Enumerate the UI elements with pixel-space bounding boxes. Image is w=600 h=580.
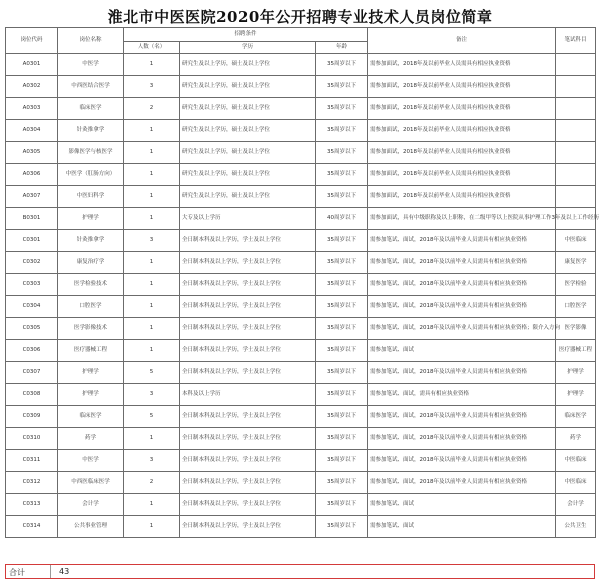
cell-name: 医疗器械工程 [58, 340, 124, 362]
cell-education: 全日制本科及以上学历，学士及以上学位 [180, 450, 316, 472]
cell-code: C0308 [6, 384, 58, 406]
header-education: 学历 [180, 42, 316, 54]
cell-education: 全日制本科及以上学历，学士及以上学位 [180, 406, 316, 428]
cell-subject: 医疗器械工程 [556, 340, 596, 362]
cell-name: 中医学（肛肠方向） [58, 164, 124, 186]
cell-count: 5 [124, 362, 180, 384]
cell-age: 35周岁以下 [316, 450, 368, 472]
cell-code: A0305 [6, 142, 58, 164]
cell-education: 大专及以上学历 [180, 208, 316, 230]
cell-count: 1 [124, 516, 180, 538]
cell-remark: 需参加面试，具有中级职称及以上职称，在二级甲等以上医院从事护理工作3年及以上工作经历 [368, 208, 556, 230]
cell-age: 35周岁以下 [316, 340, 368, 362]
cell-name: 护理学 [58, 384, 124, 406]
cell-subject [556, 76, 596, 98]
cell-subject: 临床医学 [556, 406, 596, 428]
cell-name: 中医学 [58, 54, 124, 76]
cell-name: 中医学 [58, 450, 124, 472]
recruitment-table [5, 27, 600, 538]
cell-age: 35周岁以下 [316, 186, 368, 208]
cell-remark: 需参加笔试、面试，2018年及以前毕业人员需具有相应执业资格 [368, 472, 556, 494]
cell-name: 康复治疗学 [58, 252, 124, 274]
table-row [6, 186, 596, 208]
cell-name: 中西医结合医学 [58, 76, 124, 98]
cell-age: 35周岁以下 [316, 98, 368, 120]
cell-code: C0311 [6, 450, 58, 472]
cell-remark: 需参加笔试、面试，2018年及以前毕业人员需具有相应执业资格 [368, 428, 556, 450]
table-row [6, 472, 596, 494]
cell-subject: 会计学 [556, 494, 596, 516]
cell-age: 35周岁以下 [316, 494, 368, 516]
cell-education: 研究生及以上学历，硕士及以上学位 [180, 186, 316, 208]
total-label: 合计 [9, 568, 25, 577]
header-conditions: 招聘条件 [124, 28, 368, 42]
cell-subject: 康复医学 [556, 252, 596, 274]
cell-age: 35周岁以下 [316, 516, 368, 538]
cell-count: 1 [124, 142, 180, 164]
cell-education: 研究生及以上学历，硕士及以上学位 [180, 76, 316, 98]
cell-education: 研究生及以上学历，硕士及以上学位 [180, 164, 316, 186]
cell-education: 全日制本科及以上学历，学士及以上学位 [180, 274, 316, 296]
cell-age: 35周岁以下 [316, 362, 368, 384]
cell-education: 全日制本科及以上学历，学士及以上学位 [180, 318, 316, 340]
cell-count: 1 [124, 164, 180, 186]
table-row [6, 296, 596, 318]
cell-code: A0301 [6, 54, 58, 76]
cell-name: 针灸推拿学 [58, 230, 124, 252]
cell-code: C0302 [6, 252, 58, 274]
cell-count: 3 [124, 76, 180, 98]
cell-age: 35周岁以下 [316, 252, 368, 274]
cell-remark: 需参加面试，2018年及以前毕业人员需具有相应执业资格 [368, 120, 556, 142]
cell-education: 全日制本科及以上学历，学士及以上学位 [180, 516, 316, 538]
cell-count: 1 [124, 296, 180, 318]
table-row [6, 208, 596, 230]
table-row [6, 142, 596, 164]
cell-subject: 医学影像 [556, 318, 596, 340]
cell-name: 针灸推拿学 [58, 120, 124, 142]
header-code: 岗位代码 [6, 28, 58, 54]
total-value: 43 [59, 567, 70, 576]
cell-education: 全日制本科及以上学历，学士及以上学位 [180, 472, 316, 494]
table-row [6, 252, 596, 274]
cell-code: A0306 [6, 164, 58, 186]
cell-count: 2 [124, 472, 180, 494]
cell-subject: 中医临床 [556, 472, 596, 494]
cell-subject: 药学 [556, 428, 596, 450]
cell-code: A0303 [6, 98, 58, 120]
cell-education: 研究生及以上学历，硕士及以上学位 [180, 120, 316, 142]
cell-code: A0302 [6, 76, 58, 98]
cell-count: 1 [124, 54, 180, 76]
cell-name: 医学检验技术 [58, 274, 124, 296]
cell-code: C0303 [6, 274, 58, 296]
table-row [6, 340, 596, 362]
cell-code: C0313 [6, 494, 58, 516]
cell-remark: 需参加面试，2018年及以前毕业人员需具有相应执业资格 [368, 186, 556, 208]
cell-education: 本科及以上学历 [180, 384, 316, 406]
cell-name: 药学 [58, 428, 124, 450]
cell-count: 1 [124, 428, 180, 450]
cell-count: 1 [124, 120, 180, 142]
cell-age: 40周岁以下 [316, 208, 368, 230]
cell-education: 全日制本科及以上学历，学士及以上学位 [180, 340, 316, 362]
cell-subject: 公共卫生 [556, 516, 596, 538]
table-row [6, 120, 596, 142]
cell-age: 35周岁以下 [316, 384, 368, 406]
cell-name: 临床医学 [58, 406, 124, 428]
cell-age: 35周岁以下 [316, 428, 368, 450]
cell-subject: 护理学 [556, 384, 596, 406]
cell-count: 1 [124, 318, 180, 340]
cell-remark: 需参加面试，2018年及以前毕业人员需具有相应执业资格 [368, 54, 556, 76]
table-row [6, 516, 596, 538]
cell-remark: 需参加面试，2018年及以前毕业人员需具有相应执业资格 [368, 142, 556, 164]
cell-age: 35周岁以下 [316, 142, 368, 164]
cell-remark: 需参加笔试、面试 [368, 494, 556, 516]
cell-education: 研究生及以上学历，硕士及以上学位 [180, 54, 316, 76]
cell-remark: 需参加笔试、面试，2018年及以前毕业人员需具有相应执业资格 [368, 296, 556, 318]
cell-age: 35周岁以下 [316, 120, 368, 142]
cell-count: 1 [124, 186, 180, 208]
cell-name: 临床医学 [58, 98, 124, 120]
header-age: 年龄 [316, 42, 368, 54]
cell-name: 护理学 [58, 208, 124, 230]
cell-age: 35周岁以下 [316, 164, 368, 186]
cell-code: A0307 [6, 186, 58, 208]
cell-remark: 需参加面试，2018年及以前毕业人员需具有相应执业资格 [368, 76, 556, 98]
cell-remark: 需参加笔试、面试，2018年及以前毕业人员需具有相应执业资格 [368, 230, 556, 252]
cell-subject [556, 142, 596, 164]
cell-education: 全日制本科及以上学历，学士及以上学位 [180, 296, 316, 318]
cell-name: 会计学 [58, 494, 124, 516]
table-row [6, 362, 596, 384]
cell-subject: 中医临床 [556, 230, 596, 252]
cell-code: C0312 [6, 472, 58, 494]
total-row [5, 564, 595, 579]
cell-count: 1 [124, 208, 180, 230]
header-name: 岗位名称 [58, 28, 124, 54]
cell-age: 35周岁以下 [316, 76, 368, 98]
cell-age: 35周岁以下 [316, 318, 368, 340]
cell-education: 全日制本科及以上学历，学士及以上学位 [180, 428, 316, 450]
cell-remark: 需参加面试，2018年及以前毕业人员需具有相应执业资格 [368, 98, 556, 120]
table-row [6, 54, 596, 76]
cell-remark: 需参加面试，2018年及以前毕业人员需具有相应执业资格 [368, 164, 556, 186]
table-row [6, 384, 596, 406]
cell-remark: 需参加笔试、面试，2018年及以前毕业人员需具有相应执业资格 [368, 362, 556, 384]
header-remark: 备注 [368, 28, 556, 54]
cell-remark: 需参加笔试、面试，2018年及以前毕业人员需具有相应执业资格 [368, 450, 556, 472]
cell-education: 研究生及以上学历，硕士及以上学位 [180, 98, 316, 120]
cell-name: 中西医临床医学 [58, 472, 124, 494]
cell-education: 全日制本科及以上学历，学士及以上学位 [180, 252, 316, 274]
table-row [6, 98, 596, 120]
cell-code: C0301 [6, 230, 58, 252]
cell-remark: 需参加笔试、面试 [368, 340, 556, 362]
cell-count: 1 [124, 494, 180, 516]
table-row [6, 450, 596, 472]
table-row [6, 76, 596, 98]
cell-code: C0304 [6, 296, 58, 318]
cell-subject [556, 98, 596, 120]
header-count: 人数（名） [124, 42, 180, 54]
cell-remark: 需参加笔试、面试 [368, 516, 556, 538]
cell-subject [556, 164, 596, 186]
cell-code: B0301 [6, 208, 58, 230]
cell-age: 35周岁以下 [316, 296, 368, 318]
cell-education: 全日制本科及以上学历，学士及以上学位 [180, 362, 316, 384]
cell-code: A0304 [6, 120, 58, 142]
cell-count: 3 [124, 450, 180, 472]
cell-count: 5 [124, 406, 180, 428]
table-row [6, 318, 596, 340]
cell-count: 2 [124, 98, 180, 120]
cell-subject [556, 120, 596, 142]
cell-age: 35周岁以下 [316, 230, 368, 252]
cell-subject [556, 54, 596, 76]
cell-name: 护理学 [58, 362, 124, 384]
cell-count: 1 [124, 252, 180, 274]
cell-education: 全日制本科及以上学历，学士及以上学位 [180, 494, 316, 516]
table-row [6, 406, 596, 428]
header-row [6, 28, 596, 42]
cell-remark: 需参加笔试、面试，2018年及以前毕业人员需具有相应执业资格 [368, 274, 556, 296]
table-row [6, 230, 596, 252]
table-row [6, 164, 596, 186]
cell-code: C0307 [6, 362, 58, 384]
header-subject: 笔试科目 [556, 28, 596, 54]
table-row [6, 428, 596, 450]
cell-name: 公共事业管理 [58, 516, 124, 538]
cell-name: 医学影像技术 [58, 318, 124, 340]
cell-subject: 医学检验 [556, 274, 596, 296]
cell-code: C0306 [6, 340, 58, 362]
cell-subject: 口腔医学 [556, 296, 596, 318]
cell-remark: 需参加笔试、面试，需具有相应执业资格 [368, 384, 556, 406]
cell-name: 中医妇科学 [58, 186, 124, 208]
cell-remark: 需参加笔试、面试，2018年及以前毕业人员需具有相应执业资格 [368, 252, 556, 274]
table-row [6, 494, 596, 516]
cell-name: 影像医学与核医学 [58, 142, 124, 164]
cell-age: 35周岁以下 [316, 406, 368, 428]
cell-education: 研究生及以上学历，硕士及以上学位 [180, 142, 316, 164]
cell-age: 35周岁以下 [316, 472, 368, 494]
page-title: 淮北市中医医院2020年公开招聘专业技术人员岗位简章 [107, 8, 493, 26]
cell-subject: 中医临床 [556, 450, 596, 472]
total-divider [50, 565, 51, 578]
cell-remark: 需参加笔试、面试，2018年及以前毕业人员需具有相应执业资格 [368, 406, 556, 428]
cell-count: 1 [124, 340, 180, 362]
cell-subject: 护理学 [556, 362, 596, 384]
cell-code: C0305 [6, 318, 58, 340]
cell-age: 35周岁以下 [316, 274, 368, 296]
cell-code: C0314 [6, 516, 58, 538]
cell-name: 口腔医学 [58, 296, 124, 318]
cell-education: 全日制本科及以上学历，学士及以上学位 [180, 230, 316, 252]
cell-code: C0310 [6, 428, 58, 450]
cell-remark: 需参加笔试、面试，2018年及以前毕业人员需具有相应执业资格；限介入方向 [368, 318, 556, 340]
cell-code: C0309 [6, 406, 58, 428]
cell-count: 1 [124, 274, 180, 296]
cell-count: 3 [124, 384, 180, 406]
cell-subject [556, 186, 596, 208]
cell-age: 35周岁以下 [316, 54, 368, 76]
cell-count: 3 [124, 230, 180, 252]
table-row [6, 274, 596, 296]
